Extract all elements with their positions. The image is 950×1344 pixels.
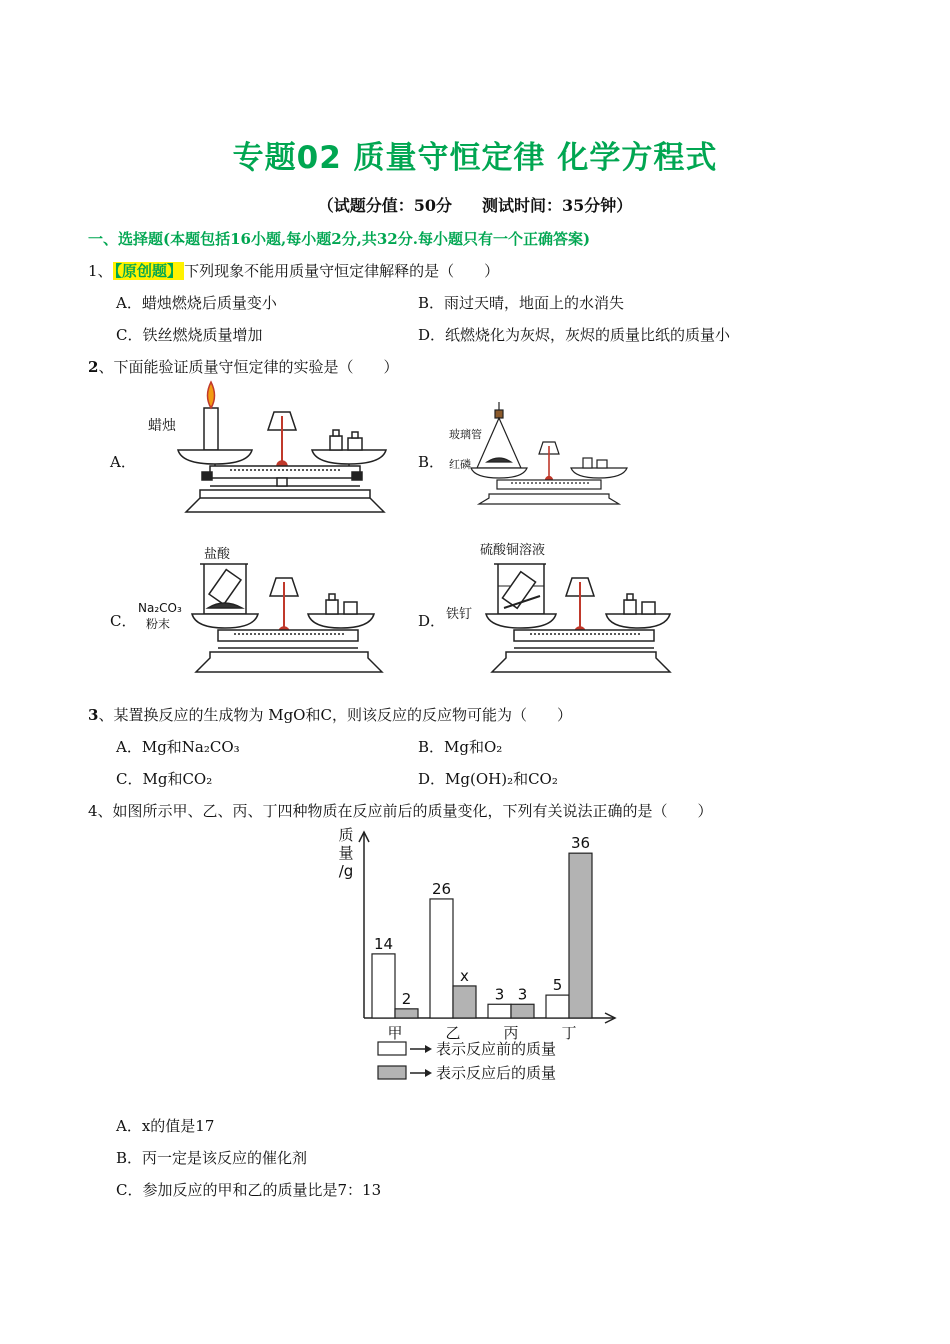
bar-value-label: 14 [373, 934, 394, 953]
question-1 [88, 260, 499, 281]
category-label: 丙 [503, 1024, 519, 1042]
q4-option-a: A．x的值是17 [116, 1117, 215, 1135]
q1-option-d: D．纸燃烧化为灰烬，灰烬的质量比纸的质量小 [418, 326, 731, 344]
page-title: 专题02 质量守恒定律 化学方程式 [232, 140, 718, 176]
q1-option-b: B．雨过天晴，地面上的水消失 [418, 294, 625, 312]
q2-option-d: D． [418, 612, 446, 630]
question-4: 4、如图所示甲、乙、丙、丁四种物质在反应前后的质量变化，下列有关说法正确的是（ ） [88, 802, 713, 820]
q3-option-d: D．Mg(OH)₂和CO₂ [418, 770, 558, 788]
q3-option-a: A．Mg和Na₂CO₃ [116, 738, 240, 756]
label-red-phosphorus: 红磷 [449, 458, 471, 471]
time-info: 测试时间：35分钟） [482, 196, 633, 215]
label-hydrochloric-acid: 盐酸 [204, 547, 231, 562]
balance-b-figure [445, 398, 635, 506]
label-iron-nail: 铁钉 [446, 607, 473, 622]
bar-after [453, 986, 476, 1018]
y-axis-label: 质 [338, 826, 354, 844]
bar-value-label: 3 [517, 985, 528, 1004]
category-label: 甲 [387, 1024, 403, 1042]
mass-bar-chart [330, 822, 630, 1098]
bar-value-label: 36 [570, 834, 591, 853]
balance-d-figure [444, 538, 674, 674]
y-axis-label: /g [338, 862, 354, 880]
bar-before [546, 995, 569, 1018]
legend-swatch [378, 1066, 406, 1079]
legend-label: 表示反应前的质量 [436, 1040, 557, 1058]
bar-value-label: 26 [431, 879, 452, 898]
balance-c-figure [134, 542, 384, 674]
bar-value-label: 5 [552, 976, 563, 995]
q2-stem: 、下面能验证质量守恒定律的实验是（ ） [98, 358, 399, 376]
legend-arrow-head-icon [425, 1069, 432, 1077]
bar-value-label: x [460, 966, 469, 985]
label-powder: 粉末 [146, 617, 171, 631]
legend-arrow-head-icon [425, 1045, 432, 1053]
q1-option-a: A．蜡烛燃烧后质量变小 [116, 294, 277, 312]
q3-option-c: C．Mg和CO₂ [116, 770, 213, 788]
label-copper-sulfate: 硫酸铜溶液 [480, 543, 546, 558]
bar-before [430, 899, 453, 1018]
q2-option-a: A． [110, 453, 136, 471]
q2-option-b: B． [418, 453, 445, 471]
q2-number: 2 [88, 358, 99, 376]
bar-after [395, 1009, 418, 1018]
q4-option-b: B．丙一定是该反应的催化剂 [116, 1149, 308, 1167]
q2-option-c: C． [110, 612, 137, 630]
q3-stem: 、某置换反应的生成物为 MgO和C，则该反应的反应物可能为（ ） [98, 706, 572, 724]
q3-option-b: B．Mg和O₂ [418, 738, 503, 756]
original-tag: 【原创题】 [114, 262, 183, 280]
q3-number: 3 [88, 706, 99, 724]
bar-value-label: 2 [401, 989, 412, 1008]
legend-label: 表示反应后的质量 [436, 1064, 557, 1082]
bar-before [488, 1004, 511, 1018]
q1-option-c: C．铁丝燃烧质量增加 [116, 326, 263, 344]
q1-number: 1、 [88, 262, 113, 280]
category-label: 乙 [445, 1024, 461, 1042]
label-glass-tube: 玻璃管 [449, 428, 482, 441]
balance-a-figure [140, 378, 390, 516]
bar-before [372, 954, 395, 1018]
category-label: 丁 [561, 1024, 577, 1042]
bar-value-label: 3 [494, 985, 505, 1004]
bar-after [569, 853, 592, 1018]
legend-swatch [378, 1042, 406, 1055]
q1-stem: 下列现象不能用质量守恒定律解释的是（ ） [184, 262, 500, 280]
question-2 [88, 356, 398, 377]
score-info: （试题分值：50分 [317, 196, 452, 215]
bar-after [511, 1004, 534, 1018]
section-heading: 一、选择题(本题包括16小题,每小题2分,共32分.每小题只有一个正确答案) [88, 230, 591, 248]
y-axis-label: 量 [338, 844, 354, 862]
label-sodium-carbonate: Na₂CO₃ [138, 601, 182, 615]
subtitle [0, 193, 950, 216]
label-candle: 蜡烛 [148, 418, 176, 434]
question-3 [88, 704, 572, 725]
q4-option-c: C．参加反应的甲和乙的质量比是7：13 [116, 1181, 382, 1199]
